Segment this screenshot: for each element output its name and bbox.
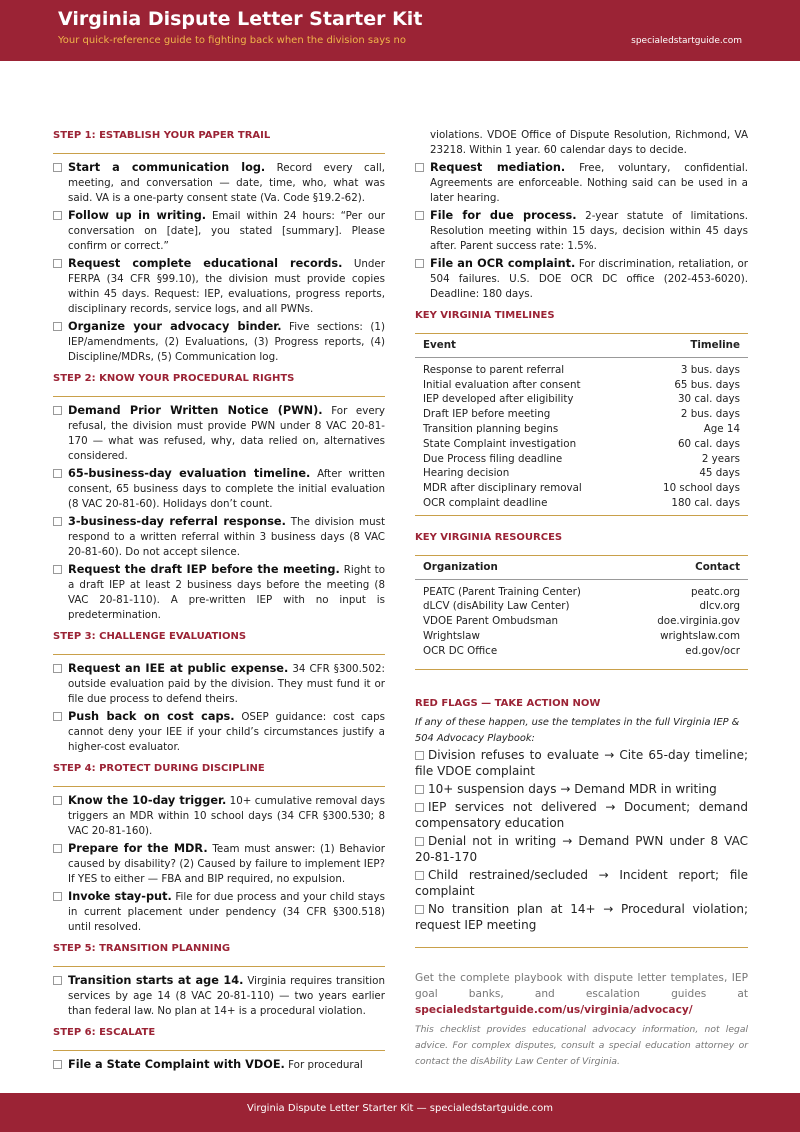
checklist-item xyxy=(53,514,385,560)
step-heading: STEP 6: ESCALATE xyxy=(53,1027,156,1038)
divider xyxy=(53,654,385,655)
checkbox[interactable] xyxy=(53,892,62,901)
checklist-item xyxy=(53,889,385,935)
resource-link[interactable]: doe.virginia.gov xyxy=(657,615,740,628)
table-row xyxy=(415,452,748,467)
item-text: 2-year statute of limitations. Resolution meeting within 15 days, decision within 45 days after. Parent success rate: 1.5%. xyxy=(430,210,748,252)
checkbox[interactable] xyxy=(53,976,62,985)
step-6-continued: violations. VDOE Office of Dispute Resolution, Richmond, VA 23218. Within 1 year. 60 calendar days to decide. xyxy=(430,129,748,156)
item-title: Request an IEE at public expense. xyxy=(68,662,289,675)
checkbox[interactable] xyxy=(415,905,424,914)
timelines-table xyxy=(415,333,748,516)
flag-text: Denial not in writing → Demand PWN under 8 VAC 20-81-170 xyxy=(415,834,748,865)
table-row xyxy=(415,614,748,629)
item-text: For procedural xyxy=(288,1059,363,1071)
red-flag-item xyxy=(415,901,748,933)
item-title: File a State Complaint with VDOE. xyxy=(68,1058,285,1071)
table-row xyxy=(415,437,748,452)
cell: Transition planning begins xyxy=(423,422,559,435)
cell: Draft IEP before meeting xyxy=(423,408,551,421)
cell: dLCV (disAbility Law Center) xyxy=(423,600,570,613)
item-title: Request complete educational records. xyxy=(68,257,343,270)
checklist-item xyxy=(53,973,385,1019)
table-row xyxy=(415,422,748,437)
item-text: Record every call, meeting, and conversation — date, time, who, what was said. VA is a one-party consent state (Va. Code §19.2-62). xyxy=(68,162,385,204)
checkbox[interactable] xyxy=(415,871,424,880)
item-title: Organize your advocacy binder. xyxy=(68,320,282,333)
divider xyxy=(53,396,385,397)
cell: 2 bus. days xyxy=(680,408,740,421)
resources-table xyxy=(415,555,748,670)
item-title: Push back on cost caps. xyxy=(68,710,235,723)
item-text: File for due process and your child stays in current placement under pendency (34 CFR §300.518) until resolved. xyxy=(68,891,385,933)
page-footer xyxy=(0,1093,800,1132)
checklist-item xyxy=(415,256,748,302)
checkbox[interactable] xyxy=(415,803,424,812)
cell: Hearing decision xyxy=(423,467,510,480)
checklist-item xyxy=(53,208,385,254)
divider xyxy=(53,966,385,967)
section-heading: RED FLAGS — TAKE ACTION NOW xyxy=(415,698,601,710)
item-title: Follow up in writing. xyxy=(68,209,207,222)
table-row xyxy=(415,496,748,515)
red-flag-item xyxy=(415,799,748,831)
checklist-item xyxy=(53,841,385,887)
header-site-link[interactable]: specialedstartguide.com xyxy=(631,36,742,46)
checkbox[interactable] xyxy=(53,517,62,526)
divider xyxy=(53,1050,385,1051)
section-heading: KEY VIRGINIA RESOURCES xyxy=(415,531,563,543)
resources-section xyxy=(415,530,748,670)
page-title: Virginia Dispute Letter Starter Kit xyxy=(58,8,423,30)
cell: OCR complaint deadline xyxy=(423,496,548,509)
divider xyxy=(53,153,385,154)
cell: 60 cal. days xyxy=(677,437,740,450)
checkbox[interactable] xyxy=(53,259,62,268)
page-header xyxy=(0,0,800,61)
red-flag-item xyxy=(415,747,748,779)
step-heading: STEP 5: TRANSITION PLANNING xyxy=(53,943,231,954)
step-4 xyxy=(53,761,385,935)
resource-link[interactable]: ed.gov/ocr xyxy=(685,644,740,657)
item-title: 3-business-day referral response. xyxy=(68,515,286,528)
item-text: Under FERPA (34 CFR §99.10), the division must provide copies within 45 days. Request: IEP, evaluations, progress reports, disciplinary records, service logs, and all PWNs. xyxy=(68,258,385,315)
resource-link[interactable]: peatc.org xyxy=(690,585,740,598)
checkbox[interactable] xyxy=(415,163,424,172)
column-header: Organization xyxy=(415,555,627,579)
cell: MDR after disciplinary removal xyxy=(423,482,582,495)
promo-copy: Get the complete playbook with dispute letter templates, IEP goal banks, and escalation guides at xyxy=(415,972,748,1001)
item-text: Email within 24 hours: “Per our conversation on [date], you stated [summary]. Please confirm or correct.” xyxy=(68,210,385,252)
item-text: 10+ cumulative removal days triggers an MDR within 10 school days (34 CFR §300.530; 8 VAC 20-81-160). xyxy=(68,795,385,837)
step-1 xyxy=(53,128,385,365)
section-heading: KEY VIRGINIA TIMELINES xyxy=(415,310,555,321)
page-subtitle: Your quick-reference guide to fighting back when the division says no xyxy=(58,35,406,46)
item-text: Five sections: (1) IEP/amendments, (2) Evaluations, (3) Progress reports, (4) Discipline/MDRs, (5) Communication log. xyxy=(68,321,385,363)
item-text: The division must respond to a written referral within 3 business days (8 VAC 20-81-60). Do not accept silence. xyxy=(68,516,385,558)
checklist-item xyxy=(53,256,385,317)
item-title: File an OCR complaint. xyxy=(430,257,576,270)
item-title: Invoke stay-put. xyxy=(68,890,172,903)
table-row xyxy=(415,407,748,422)
checklist-item xyxy=(415,160,748,206)
item-text: Free, voluntary, confidential. Agreements are enforceable. Nothing said can be used in a later hearing. xyxy=(430,162,749,204)
column-header: Contact xyxy=(627,555,748,579)
item-title: Start a communication log. xyxy=(68,161,266,174)
cell: Response to parent referral xyxy=(423,363,565,376)
item-text: OSEP guidance: cost caps cannot deny your IEE if your child’s circumstances justify a higher-cost evaluator. xyxy=(68,711,385,753)
item-title: Request mediation. xyxy=(430,161,566,174)
item-text: Team must answer: (1) Behavior caused by disability? (2) Caused by failure to implement IEP? If YES to either — FBA and BIP required, no expulsion. xyxy=(68,843,385,885)
cell: OCR DC Office xyxy=(423,644,498,657)
item-title: Prepare for the MDR. xyxy=(68,842,208,855)
item-title: Know the 10-day trigger. xyxy=(68,794,227,807)
item-title: Transition starts at age 14. xyxy=(68,974,244,987)
checkbox[interactable] xyxy=(415,837,424,846)
flag-text: IEP services not delivered → Document; demand compensatory education xyxy=(415,800,748,831)
resource-link[interactable]: dlcv.org xyxy=(699,600,740,613)
table-header-row xyxy=(415,555,748,579)
checklist-item xyxy=(53,466,385,512)
column-header: Event xyxy=(415,334,632,358)
resource-link[interactable]: wrightslaw.com xyxy=(660,629,740,642)
checkbox[interactable] xyxy=(53,664,62,673)
table-row xyxy=(415,392,748,407)
checkbox[interactable] xyxy=(415,751,424,760)
checkbox[interactable] xyxy=(53,796,62,805)
table-row xyxy=(415,644,748,670)
checklist-item xyxy=(53,793,385,839)
right-column xyxy=(415,128,748,1070)
item-text: 34 CFR §300.502: outside evaluation paid by the division. They must fund it or file due process to defend theirs. xyxy=(68,663,385,705)
column-header: Timeline xyxy=(632,334,748,358)
step-2 xyxy=(53,371,385,623)
step-3 xyxy=(53,629,385,755)
flag-text: No transition plan at 14+ → Procedural violation; request IEP meeting xyxy=(415,902,748,933)
disclaimer: This checklist provides educational advocacy information, not legal advice. For complex disputes, consult a special education attorney or contact the disAbility Law Center of Virginia. xyxy=(415,1024,748,1068)
checkbox[interactable] xyxy=(53,322,62,331)
flag-text: Child restrained/secluded → Incident report; file complaint xyxy=(415,868,748,899)
flag-text: 10+ suspension days → Demand MDR in writing xyxy=(428,782,717,797)
red-flags-section xyxy=(415,696,748,933)
table-header-row xyxy=(415,334,748,358)
checklist-item xyxy=(53,1057,385,1073)
checkbox[interactable] xyxy=(53,565,62,574)
item-text: For every refusal, the division must provide PWN under 8 VAC 20-81-170 — what was refused, why, data relied on, alternatives considered. xyxy=(68,405,386,462)
checkbox[interactable] xyxy=(415,259,424,268)
checkbox[interactable] xyxy=(53,406,62,415)
left-column xyxy=(53,128,385,1075)
cell: 45 days xyxy=(699,467,740,480)
item-title: Request the draft IEP before the meeting. xyxy=(68,563,340,576)
red-flag-item xyxy=(415,781,748,797)
step-heading: STEP 1: ESTABLISH YOUR PAPER TRAIL xyxy=(53,130,271,141)
cell: 10 school days xyxy=(663,482,740,495)
table-row xyxy=(415,481,748,496)
cell: VDOE Parent Ombudsman xyxy=(423,615,559,628)
cell: 65 bus. days xyxy=(674,378,740,391)
table-row xyxy=(415,357,748,377)
cell: 30 cal. days xyxy=(677,393,740,406)
cell: Initial evaluation after consent xyxy=(423,378,581,391)
checkbox[interactable] xyxy=(415,785,424,794)
promo-link[interactable]: specialedstartguide.com/us/virginia/advocacy/ xyxy=(415,1004,693,1017)
item-title: Demand Prior Written Notice (PWN). xyxy=(68,404,323,417)
red-flag-item xyxy=(415,867,748,899)
cell: 3 bus. days xyxy=(680,363,740,376)
checkbox[interactable] xyxy=(53,469,62,478)
timelines-section xyxy=(415,308,748,516)
red-flags-intro: If any of these happen, use the templates in the full Virginia IEP & 504 Advocacy Playbook: xyxy=(415,717,740,745)
table-row xyxy=(415,378,748,393)
cell: 2 years xyxy=(701,452,740,465)
divider xyxy=(415,947,748,948)
cell: PEATC (Parent Training Center) xyxy=(423,585,581,598)
cell: State Complaint investigation xyxy=(423,437,577,450)
cell: Wrightslaw xyxy=(423,629,480,642)
checkbox[interactable] xyxy=(53,1060,62,1069)
item-text: Right to a draft IEP at least 2 business days before the meeting (8 VAC 20-81-110). A pre-written IEP with no input is predetermination. xyxy=(68,564,385,621)
item-text: For discrimination, retaliation, or 504 failures. U.S. DOE OCR DC office (202-453-6020). Deadline: 180 days. xyxy=(430,258,748,300)
table-row xyxy=(415,579,748,599)
checklist-item xyxy=(53,403,385,464)
red-flag-item xyxy=(415,833,748,865)
item-text: After written consent, 65 business days to complete the initial evaluation (8 VAC 20-81-60). Holidays don’t count. xyxy=(68,468,386,510)
checkbox[interactable] xyxy=(53,163,62,172)
cell: Age 14 xyxy=(703,422,740,435)
checkbox[interactable] xyxy=(53,712,62,721)
step-6 xyxy=(53,1025,385,1073)
cell: IEP developed after eligibility xyxy=(423,393,574,406)
cell: 180 cal. days xyxy=(671,496,740,509)
table-row xyxy=(415,629,748,644)
checkbox[interactable] xyxy=(53,211,62,220)
item-text: Virginia requires transition services by age 14 (8 VAC 20-81-110) — two years earlier than federal law. No plan at 14+ is a procedural violation. xyxy=(68,975,385,1017)
checkbox[interactable] xyxy=(415,211,424,220)
item-title: File for due process. xyxy=(430,209,577,222)
footer-text: Virginia Dispute Letter Starter Kit — specialedstartguide.com xyxy=(246,1103,553,1114)
flag-text: Division refuses to evaluate → Cite 65-day timeline; file VDOE complaint xyxy=(415,748,748,779)
table-row xyxy=(415,466,748,481)
checklist-item xyxy=(53,709,385,755)
step-heading: STEP 4: PROTECT DURING DISCIPLINE xyxy=(53,763,265,774)
checklist-item xyxy=(415,208,748,254)
promo-text xyxy=(415,970,748,1018)
checkbox[interactable] xyxy=(53,844,62,853)
step-heading: STEP 2: KNOW YOUR PROCEDURAL RIGHTS xyxy=(53,373,295,384)
item-title: 65-business-day evaluation timeline. xyxy=(68,467,311,480)
checklist-item xyxy=(53,319,385,365)
step-5 xyxy=(53,941,385,1019)
table-row xyxy=(415,599,748,614)
step-heading: STEP 3: CHALLENGE EVALUATIONS xyxy=(53,631,247,642)
cell: Due Process filing deadline xyxy=(423,452,563,465)
checklist-item xyxy=(53,160,385,206)
checklist-item xyxy=(53,562,385,623)
checklist-item xyxy=(53,661,385,707)
divider xyxy=(53,786,385,787)
